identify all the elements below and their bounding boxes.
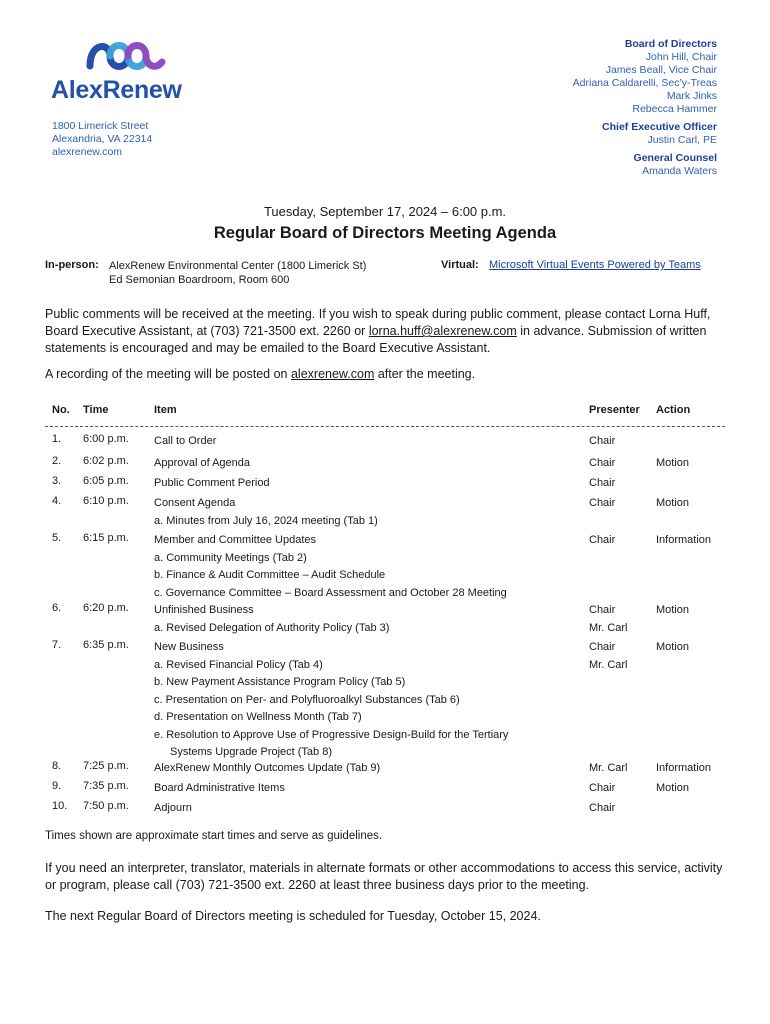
agenda-presenter: Chair bbox=[589, 435, 616, 447]
address-block bbox=[52, 120, 152, 159]
agenda-number: 9. bbox=[52, 780, 62, 792]
agenda-action: Information bbox=[656, 534, 712, 546]
agenda-presenter: Chair bbox=[589, 641, 616, 653]
header-action: Action bbox=[656, 404, 691, 416]
agenda-item-title: Adjourn bbox=[154, 802, 192, 814]
agenda-subitem: c. Presentation on Per- and Polyfluoroalkyl Substances (Tab 6) bbox=[154, 693, 460, 706]
counsel-heading: General Counsel bbox=[633, 152, 717, 164]
agenda-time: 6:02 p.m. bbox=[83, 455, 129, 467]
address-street: 1800 Limerick Street bbox=[52, 120, 149, 132]
next-meeting-paragraph: The next Regular Board of Directors meeting is scheduled for Tuesday, October 15, 2024. bbox=[45, 909, 541, 923]
agenda-presenter: Chair bbox=[589, 534, 616, 546]
agenda-number: 10. bbox=[52, 800, 68, 812]
inperson-line1: AlexRenew Environmental Center (1800 Limerick St) bbox=[109, 260, 367, 272]
agenda-action: Motion bbox=[656, 782, 690, 794]
email-link[interactable]: lorna.huff@alexrenew.com bbox=[368, 324, 517, 338]
counsel-name: Amanda Waters bbox=[642, 165, 717, 177]
agenda-time: 7:35 p.m. bbox=[83, 780, 129, 792]
agenda-presenter: Mr. Carl bbox=[589, 621, 628, 634]
agenda-time: 6:10 p.m. bbox=[83, 495, 129, 507]
agenda-item-title: Public Comment Period bbox=[154, 477, 270, 489]
ceo-name: Justin Carl, PE bbox=[647, 134, 717, 146]
agenda-item-block bbox=[154, 455, 250, 473]
inperson-line2: Ed Semonian Boardroom, Room 600 bbox=[109, 274, 290, 286]
agenda-item-title: Call to Order bbox=[154, 435, 217, 447]
board-member: Rebecca Hammer bbox=[632, 103, 717, 115]
agenda-presenters bbox=[589, 639, 628, 674]
agenda-action: Information bbox=[656, 762, 712, 774]
header-time: Time bbox=[83, 404, 109, 416]
virtual-label: Virtual: bbox=[441, 259, 479, 271]
agenda-presenters bbox=[589, 760, 628, 778]
agenda-subitem: Systems Upgrade Project (Tab 8) bbox=[170, 746, 333, 758]
agenda-number: 6. bbox=[52, 602, 62, 614]
agenda-presenter: Mr. Carl bbox=[589, 762, 628, 774]
agenda-item-title: Member and Committee Updates bbox=[154, 534, 317, 546]
agenda-number: 2. bbox=[52, 455, 62, 467]
virtual-link[interactable]: Microsoft Virtual Events Powered by Teams bbox=[489, 259, 701, 271]
inperson-location bbox=[109, 259, 366, 287]
logo-wordmark: AlexRenew bbox=[51, 76, 182, 104]
agenda-header-row bbox=[45, 404, 725, 427]
agenda-item-title: Unfinished Business bbox=[154, 604, 254, 616]
agenda-presenters bbox=[589, 602, 628, 637]
public-comment-text: Public comments will be received at the meeting. If you wish to speak during public comment, please contact Lorna Huff, Board Executive Assistant, at (703) 721-3500 ext. 2260 or bbox=[45, 307, 711, 338]
agenda-item-block bbox=[154, 639, 508, 762]
board-member: James Beall, Vice Chair bbox=[605, 64, 717, 76]
board-member: Mark Jinks bbox=[666, 90, 717, 102]
agenda-table bbox=[45, 404, 725, 814]
inperson-label: In-person: bbox=[45, 259, 99, 271]
board-heading: Board of Directors bbox=[624, 38, 717, 50]
agenda-number: 8. bbox=[52, 760, 62, 772]
agenda-item-title: New Business bbox=[154, 641, 224, 653]
agenda-presenters bbox=[589, 532, 615, 550]
agenda-subitem: a. Minutes from July 16, 2024 meeting (Tab 1) bbox=[154, 514, 378, 527]
agenda-presenters bbox=[589, 780, 615, 798]
agenda-number: 7. bbox=[52, 639, 62, 651]
agenda-item-block bbox=[154, 475, 270, 493]
public-comment-text-2: in advance. Submission of written statements is encouraged and may be emailed to the Board Executive Assistant. bbox=[45, 324, 707, 355]
logo-mark bbox=[84, 36, 168, 76]
times-note: Times shown are approximate start times and serve as guidelines. bbox=[45, 830, 383, 842]
agenda-time: 7:25 p.m. bbox=[83, 760, 129, 772]
ceo-heading: Chief Executive Officer bbox=[602, 121, 717, 133]
agenda-action: Motion bbox=[656, 497, 690, 509]
agenda-subitem: a. Revised Delegation of Authority Policy (Tab 3) bbox=[154, 621, 390, 634]
agenda-number: 3. bbox=[52, 475, 62, 487]
agenda-subitem: a. Revised Financial Policy (Tab 4) bbox=[154, 658, 323, 671]
agenda-presenter: Chair bbox=[589, 782, 616, 794]
agenda-item-block bbox=[154, 760, 380, 778]
agenda-presenter: Chair bbox=[589, 802, 616, 814]
recording-text: A recording of the meeting will be posted on bbox=[45, 367, 291, 381]
agenda-time: 6:05 p.m. bbox=[83, 475, 129, 487]
agenda-time: 7:50 p.m. bbox=[83, 800, 129, 812]
agenda-time: 6:15 p.m. bbox=[83, 532, 129, 544]
agenda-subitem: e. Resolution to Approve Use of Progressive Design-Build for the Tertiary bbox=[154, 728, 509, 741]
agenda-action: Motion bbox=[656, 457, 690, 469]
agenda-item-title: AlexRenew Monthly Outcomes Update (Tab 9) bbox=[154, 762, 381, 774]
agenda-number: 5. bbox=[52, 532, 62, 544]
address-city: Alexandria, VA 22314 bbox=[52, 133, 153, 145]
agenda-item-block bbox=[154, 495, 378, 530]
agenda-time: 6:20 p.m. bbox=[83, 602, 129, 614]
agenda-presenter: Chair bbox=[589, 497, 616, 509]
header-presenter: Presenter bbox=[589, 404, 640, 416]
agenda-presenter: Chair bbox=[589, 457, 616, 469]
agenda-item-block bbox=[154, 532, 507, 602]
page-title: Regular Board of Directors Meeting Agenda bbox=[213, 224, 557, 242]
public-comment-paragraph bbox=[45, 306, 735, 357]
agenda-item-title: Consent Agenda bbox=[154, 497, 236, 509]
agenda-item-block bbox=[154, 433, 216, 451]
agenda-presenter: Chair bbox=[589, 604, 616, 616]
agenda-subitem: a. Community Meetings (Tab 2) bbox=[154, 551, 307, 564]
agenda-subitem: c. Governance Committee – Board Assessment and October 28 Meeting bbox=[154, 586, 507, 599]
recording-paragraph bbox=[45, 366, 735, 383]
agenda-number: 4. bbox=[52, 495, 62, 507]
agenda-subitem: b. Finance & Audit Committee – Audit Schedule bbox=[154, 569, 386, 581]
agenda-action: Motion bbox=[656, 641, 690, 653]
agenda-item-title: Approval of Agenda bbox=[154, 457, 251, 469]
agenda-number: 1. bbox=[52, 433, 62, 445]
board-roster bbox=[573, 38, 717, 178]
agenda-item-block bbox=[154, 800, 192, 818]
recording-text-2: after the meeting. bbox=[374, 367, 476, 381]
agenda-time: 6:35 p.m. bbox=[83, 639, 129, 651]
agenda-action: Motion bbox=[656, 604, 690, 616]
board-member: Adriana Caldarelli, Sec’y-Treas bbox=[572, 77, 717, 89]
accommodations-paragraph: If you need an interpreter, translator, materials in alternate formats or other accommodations to access this service, activity or program, please call (703) 721-3500 ext. 2260 at least three business days prior to the meeting. bbox=[45, 861, 723, 892]
header-item: Item bbox=[154, 404, 177, 416]
agenda-presenter: Mr. Carl bbox=[589, 658, 628, 671]
agenda-item-title: Board Administrative Items bbox=[154, 782, 285, 794]
agenda-subitem: b. New Payment Assistance Program Policy (Tab 5) bbox=[154, 676, 406, 688]
agenda-time: 6:00 p.m. bbox=[83, 433, 129, 445]
agenda-presenters bbox=[589, 433, 615, 451]
address-website[interactable]: alexrenew.com bbox=[52, 146, 123, 158]
agenda-item-block bbox=[154, 602, 389, 637]
header-no: No. bbox=[52, 404, 70, 416]
agenda-subitem: d. Presentation on Wellness Month (Tab 7) bbox=[154, 711, 362, 723]
board-member: John Hill, Chair bbox=[645, 51, 717, 63]
website-link[interactable]: alexrenew.com bbox=[290, 367, 375, 381]
agenda-presenters bbox=[589, 495, 615, 513]
agenda-item-block bbox=[154, 780, 285, 798]
meeting-datetime: Tuesday, September 17, 2024 – 6:00 p.m. bbox=[263, 204, 507, 219]
agenda-presenters bbox=[589, 455, 615, 473]
agenda-presenters bbox=[589, 475, 615, 493]
agenda-presenters bbox=[589, 800, 615, 818]
agenda-presenter: Chair bbox=[589, 477, 616, 489]
